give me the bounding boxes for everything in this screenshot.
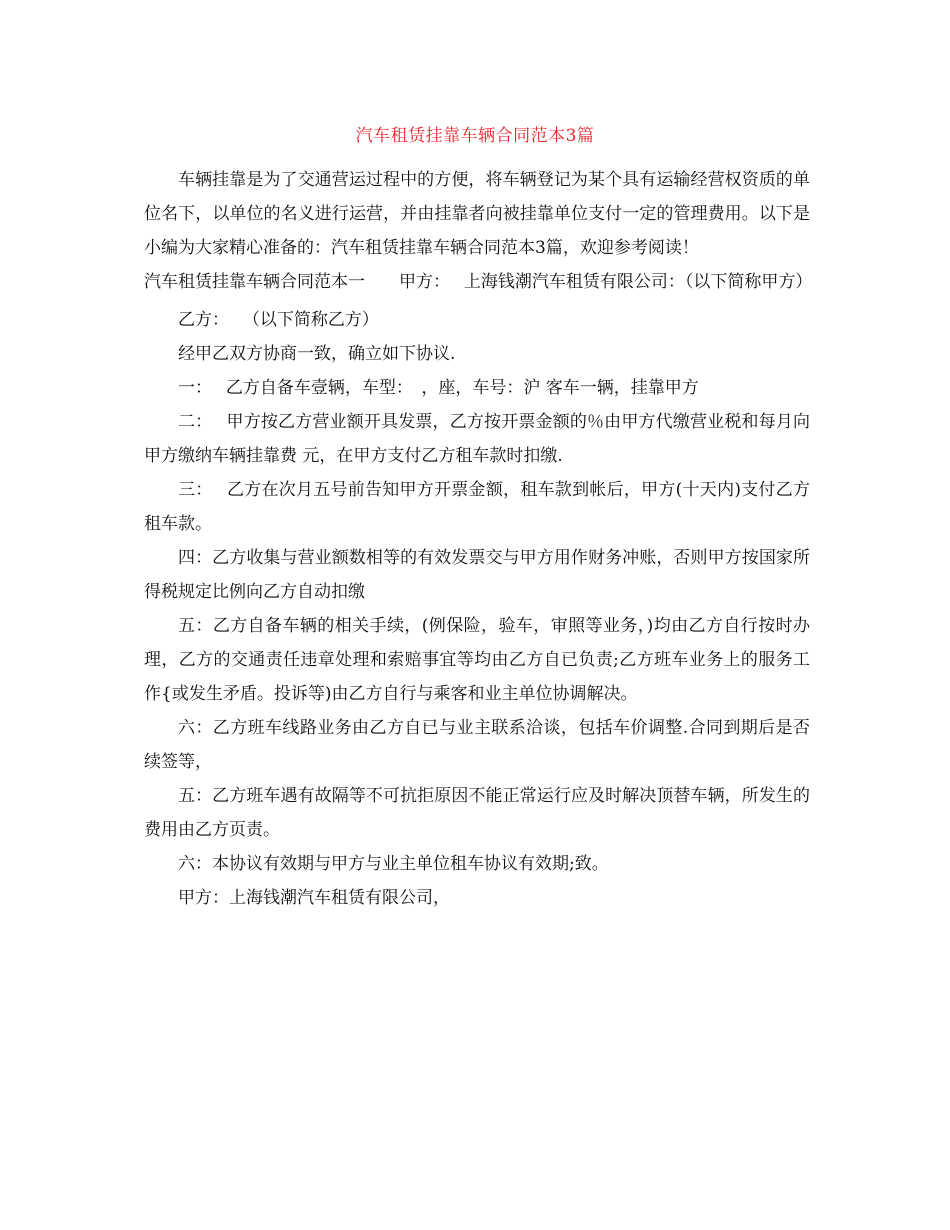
clause-5: 五：乙方自备车辆的相关手续，(例保险，验车，审照等业务，)均由乙方自行按时办理，乙方的交通责任违章处理和索赔事宜等均由乙方自已负责;乙方班车业务上的服务工作{或发生矛盾。投诉等)由乙方自行与乘客和业主单位协调解决。 <box>144 616 810 704</box>
clause-3: 三： 乙方在次月五号前告知甲方开票金额，租车款到帐后，甲方(十天内)支付乙方租车款。 <box>144 480 810 534</box>
document-body <box>144 163 813 915</box>
document-title: 汽车租赁挂靠车辆合同范本3篇 <box>355 126 595 146</box>
agreement-paragraph: 经甲乙双方协商一致，确立如下协议. <box>178 344 456 364</box>
clause-8: 六：本协议有效期与甲方与业主单位租车协议有效期;致。 <box>178 854 609 874</box>
clause-1: 一： 乙方自备车壹辆，车型： ，座，车号：沪 客车一辆，挂靠甲方 <box>178 378 699 398</box>
clause-4: 四：乙方收集与营业额数相等的有效发票交与甲方用作财务冲账，否则甲方按国家所得税规定比例向乙方自动扣缴 <box>144 548 810 602</box>
party-a-signature: 甲方：上海钱潮汽车租赁有限公司， <box>178 888 450 908</box>
contract-heading-paragraph: 汽车租赁挂靠车辆合同范本一 甲方： 上海钱潮汽车租赁有限公司：（以下简称甲方） <box>144 272 813 292</box>
party-b-paragraph: 乙方： （以下简称乙方） <box>178 310 379 330</box>
intro-paragraph: 车辆挂靠是为了交通营运过程中的方便，将车辆登记为某个具有运输经营权资质的单位名下，以单位的名义进行运营，并由挂靠者向被挂靠单位支付一定的管理费用。以下是小编为大家精心准备的：汽车租赁挂靠车辆合同范本3篇，欢迎参考阅读！ <box>144 170 810 258</box>
clause-6: 六：乙方班车线路业务由乙方自已与业主联系洽谈，包括车价调整.合同到期后是否续签等， <box>144 718 810 772</box>
clause-7: 五：乙方班车遇有故隔等不可抗拒原因不能正常运行应及时解决顶替车辆，所发生的费用由乙方页责。 <box>144 786 810 840</box>
clause-2: 二： 甲方按乙方营业额开具发票，乙方按开票金额的％由甲方代缴营业税和每月向甲方缴纳车辆挂靠费 元，在甲方支付乙方租车款时扣缴. <box>144 412 810 466</box>
